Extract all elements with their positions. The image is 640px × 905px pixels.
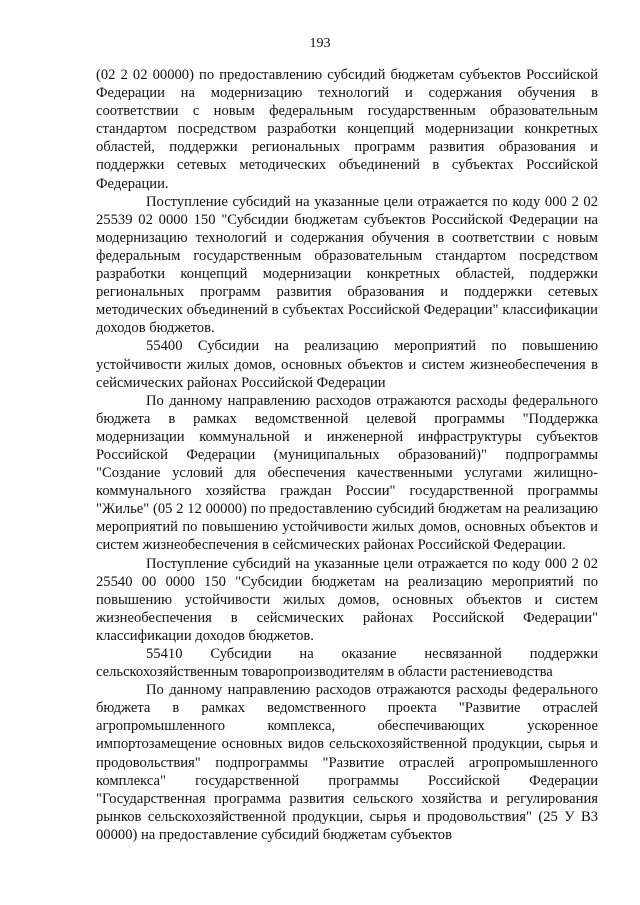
paragraph: Поступление субсидий на указанные цели отражается по коду 000 2 02 25540 00 0000 150 "Субсидии бюджетам на реализацию мероприятий по повышению устойчивости жилых домов, основных объектов и систем жизнеобеспечения в сейсмических районах Российской Федерации" классификации доходов бюджетов. bbox=[96, 555, 598, 644]
paragraph: (02 2 02 00000) по предоставлению субсидий бюджетам субъектов Российской Федерации на модернизацию технологий и содержания обучения в соответствии с новым федеральным государственным образовательным стандартом посредством разработки концепций модернизации конкретных областей, поддержки региональных программ развития образования и поддержки сетевых методических объединений в субъектах Российской Федерации. bbox=[96, 67, 598, 192]
paragraph: По данному направлению расходов отражаются расходы федерального бюджета в рамках ведомственной целевой программы "Поддержка модернизации коммунальной и инженерной инфраструктуры субъектов Российской Федерации (муниципальных образований)" подпрограммы "Создание условий для обеспечения качественными услугами жилищно-коммунального хозяйства граждан России" государственной программы "Жилье" (05 2 12 00000) по предоставлению субсидий бюджетам на реализацию мероприятий по повышению устойчивости жилых домов, основных объектов и систем жизнеобеспечения в сейсмических районах Российской Федерации. bbox=[96, 392, 598, 554]
page-number: 193 bbox=[309, 36, 331, 51]
paragraph: Поступление субсидий на указанные цели отражается по коду 000 2 02 25539 02 0000 150 "Субсидии бюджетам субъектов Российской Федерации на модернизацию технологий и содержания обучения в соответствии с новым федеральным государственным образовательным стандартом посредством разработки концепций модернизации конкретных областей, поддержки региональных программ развития образования и поддержки сетевых методических объединений в субъектах Российской Федерации" классификации доходов бюджетов. bbox=[96, 193, 598, 337]
paragraph: 55410 Субсидии на оказание несвязанной поддержки сельскохозяйственным товаропроизводителям в области растениеводства bbox=[96, 646, 598, 681]
paragraph: По данному направлению расходов отражаются расходы федерального бюджета в рамках ведомственного проекта "Развитие отраслей агропромышленного комплекса, обеспечивающих ускоренное импортозамещение основных видов сельскохозяйственной продукции, сырья и продовольствия" подпрограммы "Развитие отраслей агропромышленного комплекса" государственной программы Российской Федерации "Государственная программа развития сельского хозяйства и регулирования рынков сельскохозяйственной продукции, сырья и продовольствия" (25 У В3 00000) на предоставление субсидий бюджетам субъектов bbox=[96, 682, 598, 843]
paragraph: 55400 Субсидии на реализацию мероприятий по повышению устойчивости жилых домов, основных объектов и систем жизнеобеспечения в сейсмических районах Российской Федерации bbox=[96, 338, 598, 391]
document-body bbox=[96, 66, 598, 844]
